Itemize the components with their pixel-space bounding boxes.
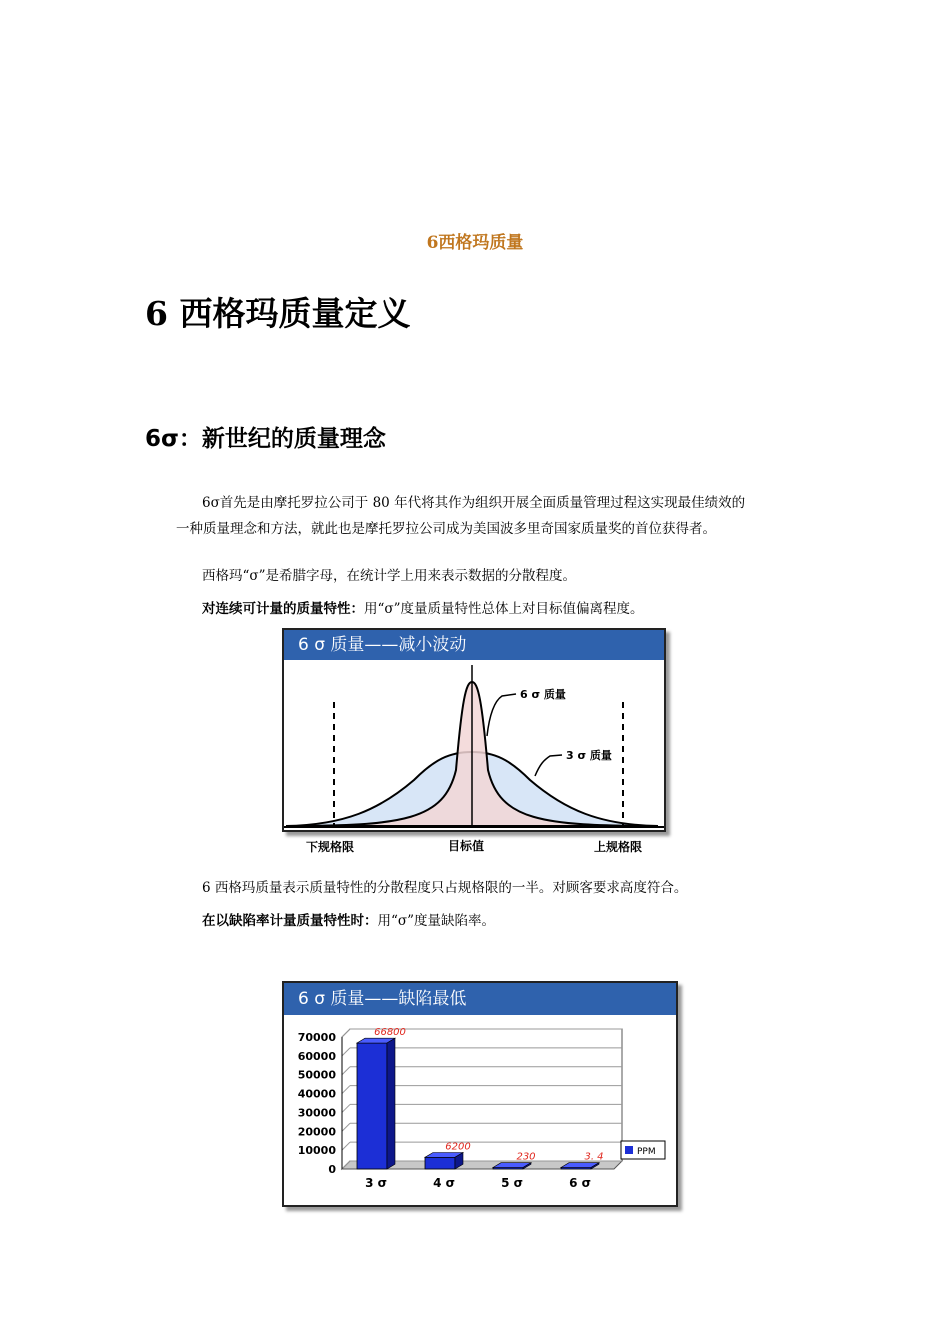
three-sigma-label: 3 σ 质量 (566, 749, 612, 762)
y-tick-label: 0 (328, 1163, 336, 1176)
defect-chart-header: 6 σ 质量——缺陷最低 (284, 983, 676, 1015)
target-label: 目标值 (448, 839, 485, 853)
variation-figure-canvas (284, 660, 664, 830)
y-tick-label: 30000 (297, 1106, 336, 1120)
data-label: 66800 (374, 1027, 406, 1039)
continuous-measure-lead: 对连续可计量的质量特性： (202, 601, 364, 617)
data-label: 3. 4 (584, 1151, 604, 1163)
six-sigma-arrow (487, 694, 516, 736)
variation-figure (282, 628, 666, 832)
x-tick-label: 4 σ (433, 1176, 455, 1190)
three-sigma-arrow (535, 755, 562, 776)
y-tick-label: 20000 (297, 1125, 336, 1139)
defect-chart-figure (282, 981, 678, 1207)
variation-figure-header: 6 σ 质量——减小波动 (284, 630, 664, 660)
y-tick-label: 70000 (297, 1031, 336, 1044)
six-sigma-label: 6 σ 质量 (520, 688, 566, 701)
bar-3σ (357, 1043, 387, 1169)
defect-rate-text: 用“σ”度量缺陷率。 (377, 913, 496, 929)
data-label: 230 (516, 1151, 536, 1163)
intro-line-1: 6σ首先是由摩托罗拉公司于 80 年代将其作为组织开展全面质量管理过程这实现最佳绩效的 (202, 495, 746, 511)
intro-line-2: 一种质量理念和方法，就此也是摩托罗拉公司成为美国波多里奇国家质量奖的首位获得者。 (176, 521, 716, 537)
defect-bar-chart (284, 1015, 676, 1203)
y-tick-label: 10000 (297, 1144, 336, 1158)
data-label: 6200 (445, 1141, 471, 1153)
document-subtitle: 6西格玛质量 (426, 233, 524, 253)
y-tick-label: 50000 (297, 1068, 336, 1082)
intro-paragraph (176, 490, 796, 542)
lower-spec-label: 下规格限 (306, 840, 355, 854)
legend-label: PPM (637, 1147, 656, 1157)
legend-swatch (625, 1146, 633, 1154)
defect-rate-lead: 在以缺陷率计量质量特性时： (202, 913, 378, 929)
bar-side (387, 1038, 395, 1169)
page-title: 6 西格玛质量定义 (145, 294, 411, 333)
sigma-definition-paragraph: 西格玛“σ”是希腊字母，在统计学上用来表示数据的分散程度。 (202, 568, 577, 584)
six-sigma-spec-paragraph: 6 西格玛质量表示质量特性的分散程度只占规格限的一半。对顾客要求高度符合。 (202, 880, 688, 896)
upper-spec-label: 上规格限 (594, 840, 643, 854)
continuous-measure-paragraph (202, 596, 644, 622)
defect-rate-paragraph (202, 908, 495, 934)
bar-4σ (425, 1157, 455, 1169)
x-tick-label: 3 σ (365, 1176, 387, 1190)
x-tick-label: 6 σ (569, 1176, 591, 1190)
y-tick-label: 40000 (297, 1087, 336, 1101)
section-heading: 6σ：新世纪的质量理念 (145, 426, 386, 452)
x-tick-label: 5 σ (501, 1176, 523, 1190)
y-tick-label: 60000 (297, 1049, 336, 1063)
continuous-measure-text: 用“σ”度量质量特性总体上对目标值偏离程度。 (364, 601, 644, 617)
